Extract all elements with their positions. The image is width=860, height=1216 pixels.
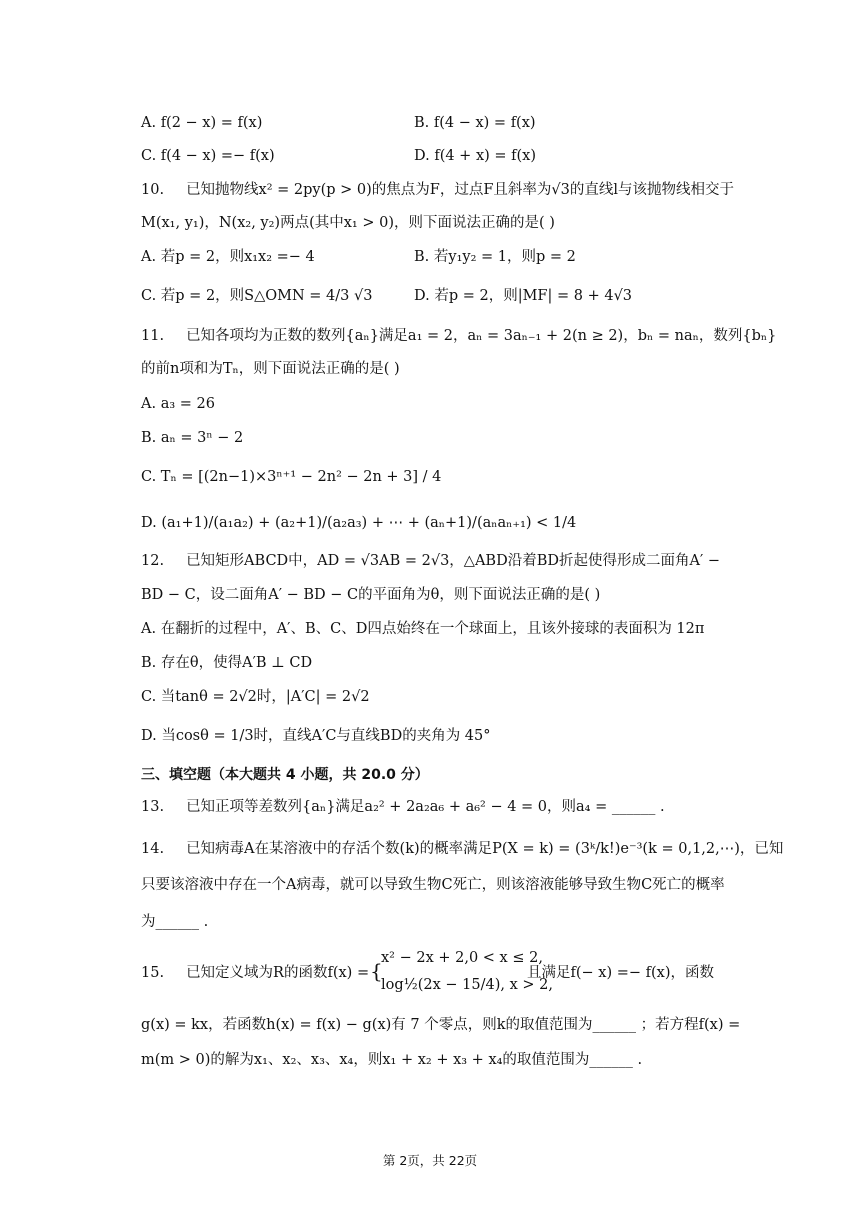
q15-stem-line3: m(m > 0)的解为x₁、x₂、x₃、x₄，则x₁ + x₂ + x₃ + x₄的取值范围为______ . xyxy=(141,1052,643,1068)
q15-stem-line2: g(x) = kx，若函数h(x) = f(x) − g(x)有 7 个零点，则k的取值范围为______ ；若方程f(x) = xyxy=(141,1017,741,1033)
q12-option-b: B. 存在θ，使得A′B ⊥ CD xyxy=(141,655,313,671)
q15-piece-1: x² − 2x + 2,0 < x ≤ 2, xyxy=(381,950,543,966)
section-heading-fill-in: 三、填空题（本大题共 4 小题，共 20.0 分） xyxy=(141,767,429,783)
q10-stem-line2: M(x₁, y₁)，N(x₂, y₂)两点(其中x₁ > 0)，则下面说法正确的是( ) xyxy=(141,215,555,231)
page-footer: 第 2页，共 22页 xyxy=(382,1153,478,1168)
q15-text-line1a: 已知定义域为R的函数f(x) = xyxy=(186,965,370,981)
q10-option-a: A. 若p = 2，则x₁x₂ =− 4 xyxy=(141,249,315,265)
q11-stem-line1 xyxy=(141,326,776,346)
q9-option-d: D. f(4 + x) = f(x) xyxy=(414,148,537,164)
q11-option-c: C. Tₙ = [(2n−1)×3ⁿ⁺¹ − 2n² − 2n + 3] / 4 xyxy=(141,469,442,485)
q10-text-line1: 已知抛物线x² = 2py(p > 0)的焦点为F，过点F且斜率为√3的直线l与该抛物线相交于 xyxy=(186,182,735,198)
q14-stem-line1 xyxy=(141,839,783,859)
q9-option-b: B. f(4 − x) = f(x) xyxy=(414,115,536,131)
q12-stem-line2: BD − C，设二面角A′ − BD − C的平面角为θ，则下面说法正确的是( ) xyxy=(141,587,601,603)
q10-option-b: B. 若y₁y₂ = 1，则p = 2 xyxy=(414,249,576,265)
q14-text-line1: 已知病毒A在某溶液中的存活个数(k)的概率满足P(X = k) = (3ᵏ/k!)e⁻³(k = 0,1,2,⋯)，已知 xyxy=(186,841,784,857)
q11-stem-line2: 的前n项和为Tₙ，则下面说法正确的是( ) xyxy=(141,361,400,377)
q15-piece-2: log½(2x − 15/4), x > 2, xyxy=(381,977,553,993)
q12-text-line1: 已知矩形ABCD中，AD = √3AB = 2√3，△ABD沿着BD折起使得形成二面角A′ − xyxy=(186,553,720,569)
q12-option-a: A. 在翻折的过程中，A′、B、C、D四点始终在一个球面上，且该外接球的表面积为 12π xyxy=(141,621,705,637)
q12-option-d: D. 当cosθ = 1/3时，直线A′C与直线BD的夹角为 45° xyxy=(141,728,491,744)
q10-option-d: D. 若p = 2，则|MF| = 8 + 4√3 xyxy=(414,288,633,304)
q11-option-a: A. a₃ = 26 xyxy=(141,396,215,412)
q13-stem xyxy=(141,797,665,817)
q9-option-a: A. f(2 − x) = f(x) xyxy=(141,115,263,131)
q15-number: 15. xyxy=(141,965,165,981)
q15-piecewise-brace: { xyxy=(370,959,383,983)
q13-number: 13. xyxy=(141,799,165,815)
q10-stem-line1 xyxy=(141,180,734,200)
q11-text-line1: 已知各项均为正数的数列{aₙ}满足a₁ = 2，aₙ = 3aₙ₋₁ + 2(n ≥ 2)，bₙ = naₙ，数列{bₙ} xyxy=(186,328,777,344)
q15-stem-line1 xyxy=(141,963,369,983)
q12-number: 12. xyxy=(141,553,165,569)
q10-option-c: C. 若p = 2，则S△OMN = 4/3 √3 xyxy=(141,288,373,304)
q11-number: 11. xyxy=(141,328,165,344)
q9-option-c: C. f(4 − x) =− f(x) xyxy=(141,148,275,164)
q14-number: 14. xyxy=(141,841,165,857)
q14-stem-line3: 为______ . xyxy=(141,914,209,930)
q14-stem-line2: 只要该溶液中存在一个A病毒，就可以导致生物C死亡，则该溶液能够导致生物C死亡的概率 xyxy=(141,877,725,893)
q12-option-c: C. 当tanθ = 2√2时，|A′C| = 2√2 xyxy=(141,689,370,705)
q10-number: 10. xyxy=(141,182,165,198)
q13-text: 已知正项等差数列{aₙ}满足a₂² + 2a₂a₆ + a₆² − 4 = 0，则a₄ = ______ . xyxy=(186,799,665,815)
q11-option-d: D. (a₁+1)/(a₁a₂) + (a₂+1)/(a₂a₃) + ⋯ + (aₙ+1)/(aₙaₙ₊₁) < 1/4 xyxy=(141,515,577,531)
q11-option-b: B. aₙ = 3ⁿ − 2 xyxy=(141,430,244,446)
q15-text-line1b: 且满足f(− x) =− f(x)，函数 xyxy=(527,965,714,981)
q12-stem-line1 xyxy=(141,551,720,571)
